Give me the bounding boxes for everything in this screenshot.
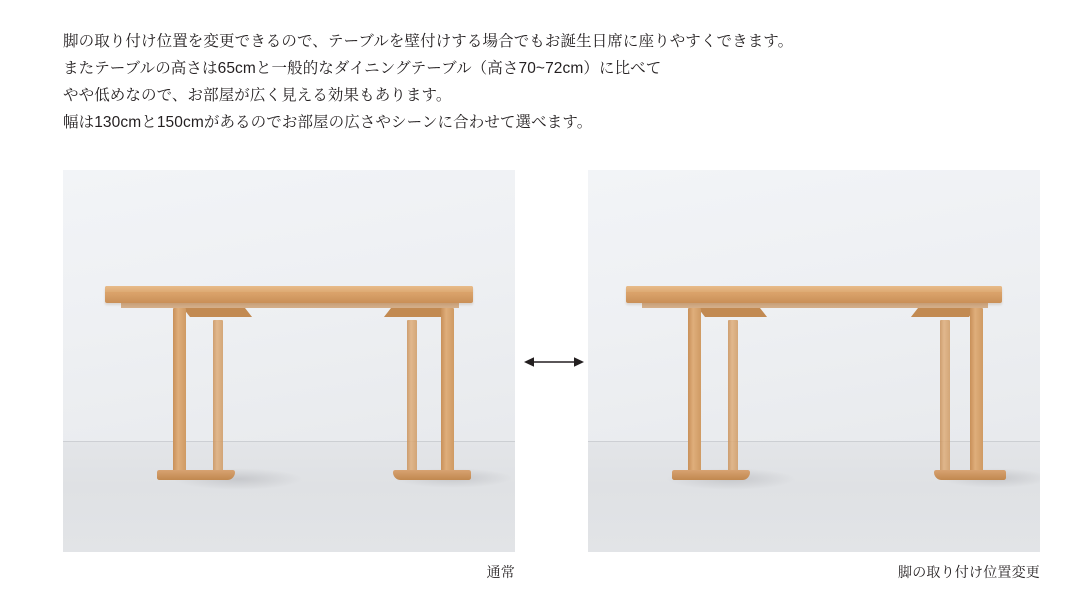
right-leg-foot — [393, 470, 471, 480]
description-line-1: 脚の取り付け位置を変更できるので、テーブルを壁付けする場合でもお誕生日席に座りやすくできます。 — [63, 33, 794, 50]
left-leg-brace — [183, 308, 252, 317]
description-block — [63, 28, 1023, 136]
right-leg-post-rear — [940, 320, 950, 476]
figure-standard — [63, 170, 515, 552]
right-leg-post — [441, 308, 454, 476]
figure-modified — [588, 170, 1040, 552]
left-leg-post-rear — [728, 320, 738, 476]
left-leg-post — [688, 308, 701, 476]
figure-row — [0, 170, 1080, 590]
left-right-arrow-icon — [524, 355, 584, 369]
table-top-edge — [105, 286, 473, 292]
table-illustration-modified — [588, 170, 1040, 552]
left-leg-foot — [157, 470, 235, 480]
caption-standard: 通常 — [486, 564, 515, 580]
right-leg-brace — [911, 308, 976, 317]
right-leg-post-rear — [407, 320, 417, 476]
right-leg-post — [970, 308, 983, 476]
left-leg-post-rear — [213, 320, 223, 476]
table-top — [105, 286, 473, 303]
table-photo-standard — [63, 170, 515, 552]
left-leg-post — [173, 308, 186, 476]
left-leg-foot — [672, 470, 750, 480]
table-top — [626, 286, 1002, 303]
table-photo-modified — [588, 170, 1040, 552]
description-line-4: 幅は130cmと150cmがあるのでお部屋の広さやシーンに合わせて選べます。 — [63, 114, 593, 131]
right-leg-foot — [934, 470, 1006, 480]
description-line-3: やや低めなので、お部屋が広く見える効果もあります。 — [63, 87, 452, 104]
left-leg-brace — [698, 308, 767, 317]
table-top-edge — [626, 286, 1002, 292]
description-line-2: またテーブルの高さは65cmと一般的なダイニングテーブル（高さ70~72cm）に比べて — [63, 60, 662, 77]
caption-modified: 脚の取り付け位置変更 — [898, 564, 1040, 580]
table-illustration-standard — [63, 170, 515, 552]
